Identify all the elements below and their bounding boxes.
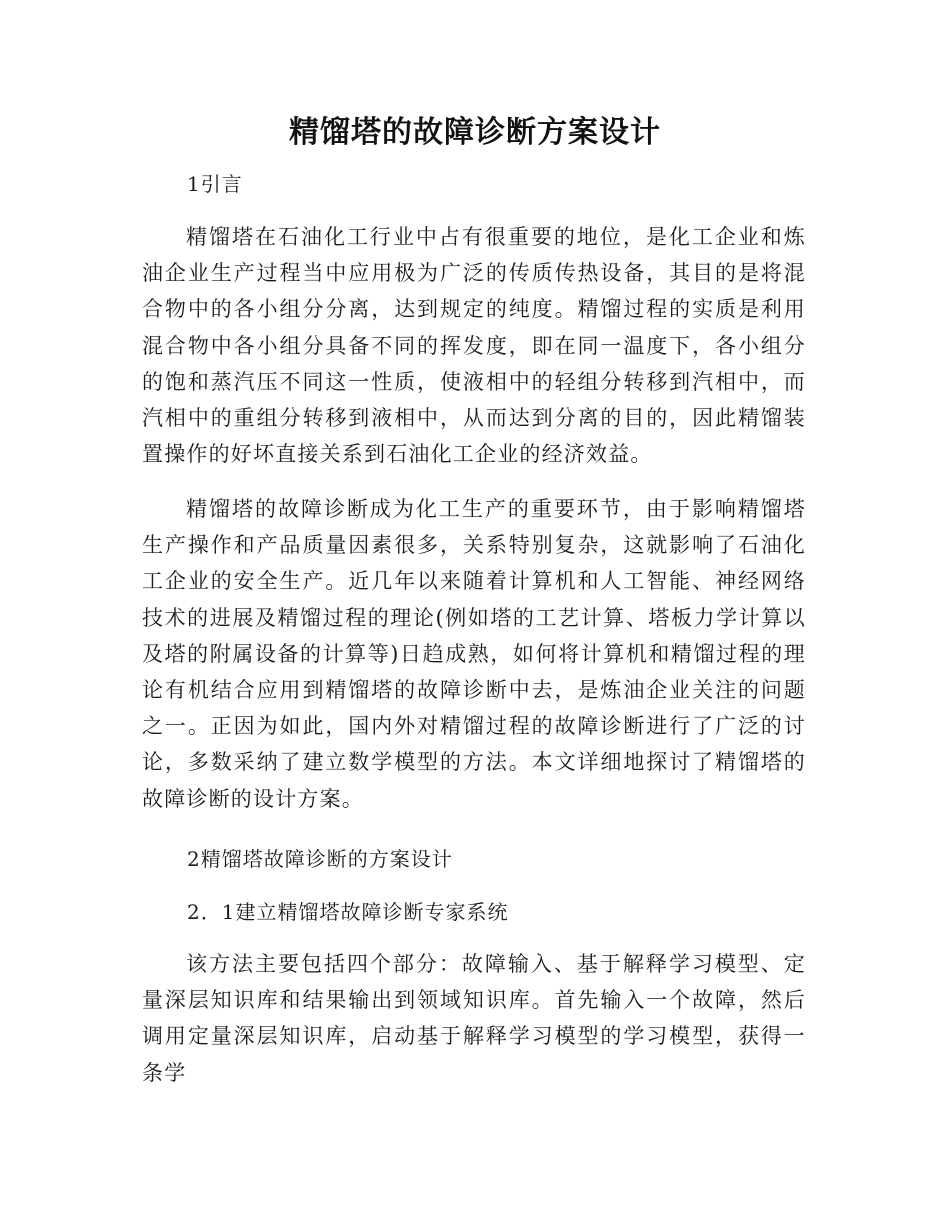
section-heading-introduction: 1引言 bbox=[187, 172, 243, 196]
section-heading-design: 2精馏塔故障诊断的方案设计 bbox=[187, 847, 453, 871]
paragraph-introduction-1: 精馏塔在石油化工行业中占有很重要的地位，是化工企业和炼油企业生产过程当中应用极为广泛的传质传热设备，其目的是将混合物中的各小组分分离，达到规定的纯度。精馏过程的实质是利用混合物中各小组分具备不同的挥发度，即在同一温度下，各小组分的饱和蒸汽压不同这一性质，使液相中的轻组分转移到汽相中，而汽相中的重组分转移到液相中，从而达到分离的目的，因此精馏装置操作的好坏直接关系到石油化工企业的经济效益。 bbox=[142, 225, 806, 467]
paragraph-introduction-2: 精馏塔的故障诊断成为化工生产的重要环节，由于影响精馏塔生产操作和产品质量因素很多，关系特别复杂，这就影响了石油化工企业的安全生产。近几年以来随着计算机和人工智能、神经网络技术的进展及精馏过程的理论(例如塔的工艺计算、塔板力学计算以及塔的附属设备的计算等)日趋成熟，如何将计算机和精馏过程的理论有机结合应用到精馏塔的故障诊断中去，是炼油企业关注的问题之一。正因为如此，国内外对精馏过程的故障诊断进行了广泛的讨论，多数采纳了建立数学模型的方法。本文详细地探讨了精馏塔的故障诊断的设计方案。 bbox=[142, 497, 806, 811]
document-title: 精馏塔的故障诊断方案设计 bbox=[289, 115, 661, 150]
subsection-heading-expert-system: 2．1建立精馏塔故障诊断专家系统 bbox=[187, 900, 509, 924]
paragraph-expert-system: 该方法主要包括四个部分：故障输入、基于解释学习模型、定量深层知识库和结果输出到领域知识库。首先输入一个故障，然后调用定量深层知识库，启动基于解释学习模型的学习模型，获得一条学 bbox=[142, 952, 806, 1085]
